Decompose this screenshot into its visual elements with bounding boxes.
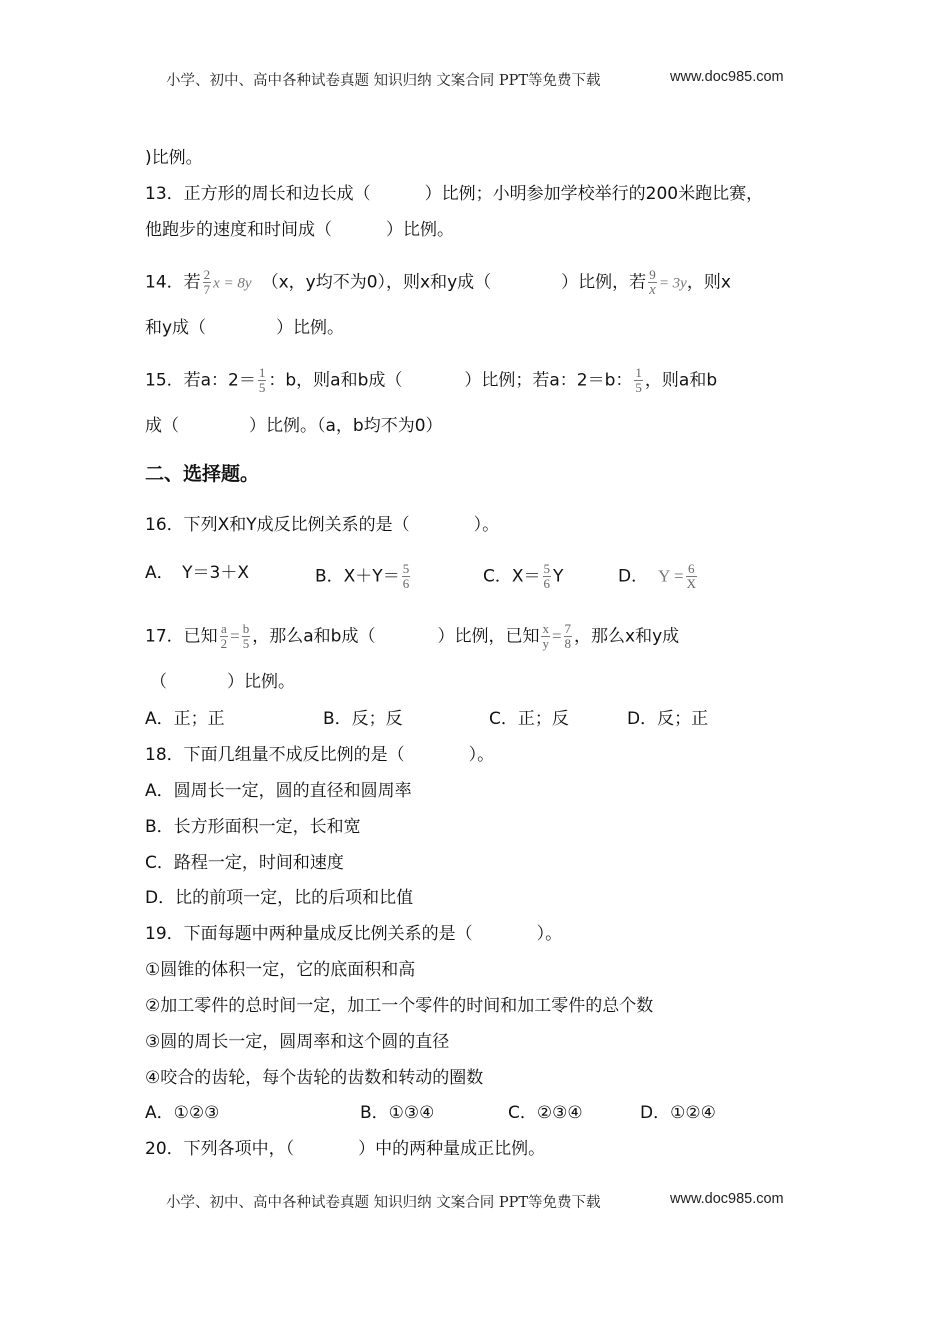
q16-option-b: B．X＋Y＝ $\frac{5}{6}$ [315, 561, 410, 591]
fraction: $\frac{1}{5}$ [635, 365, 642, 395]
q19-item-2: ②加工零件的总时间一定，加工一个零件的时间和加工零件的总个数 [145, 996, 654, 1016]
q18-option-c: C．路程一定，时间和速度 [145, 853, 344, 873]
footer-text: 小学、初中、高中各种试卷真题 知识归纳 文案合同 PPT等免费下载 [166, 1195, 601, 1211]
q16-stem: 16．下列X和Y成反比例关系的是（ ）。 [145, 515, 500, 535]
q16-option-a: A． Y＝3＋X [145, 563, 249, 583]
q19-item-4: ④咬合的齿轮，每个齿轮的齿数和转动的圈数 [145, 1068, 484, 1088]
q19-item-1: ①圆锥的体积一定，它的底面积和高 [145, 960, 416, 980]
q18-option-d: D．比的前项一定，比的后项和比值 [145, 888, 414, 908]
header-url[interactable]: www.doc985.com [670, 69, 784, 85]
q14-line1: 14．若 $\frac{2}{7}$ x = 8y （x，y均不为0），则x和y成（ ）比例，若 $\frac{9}{x}$ = 3y，则x [145, 267, 731, 298]
fraction: $\frac{2}{7}$ [203, 267, 211, 297]
q15-line2: 成（ ）比例。（a，b均不为0） [145, 416, 443, 436]
q17-option-d: D．反；正 [627, 709, 709, 729]
fraction: $\frac{1}{5}$ [258, 365, 266, 395]
q18-option-a: A．圆周长一定，圆的直径和圆周率 [145, 781, 412, 801]
section-heading: 二、选择题。 [145, 463, 260, 485]
q17-line2: （ ）比例。 [150, 672, 295, 692]
q16-option-c: C．X＝ $\frac{5}{6}$ Y [483, 561, 564, 591]
q19-option-a: A．①②③ [145, 1103, 220, 1123]
fraction: $\frac{9}{x}$ [649, 267, 656, 298]
q19-option-b: B．①③④ [360, 1103, 435, 1123]
q19-option-c: C．②③④ [508, 1103, 583, 1123]
q17-option-b: B．反；反 [323, 709, 403, 729]
q17-option-c: C．正；反 [489, 709, 569, 729]
q17-option-a: A．正；正 [145, 709, 225, 729]
q14-line2: 和y成（ ）比例。 [145, 318, 345, 338]
footer-url[interactable]: www.doc985.com [670, 1191, 784, 1207]
q19-option-d: D．①②④ [640, 1103, 716, 1123]
header-text: 小学、初中、高中各种试卷真题 知识归纳 文案合同 PPT等免费下载 [166, 73, 601, 89]
q13-line1: 13．正方形的周长和边长成（ ）比例；小明参加学校举行的200米跑比赛， [145, 184, 764, 204]
q12-tail: )比例。 [145, 148, 203, 168]
q17-line1: 17．已知 $\frac{a}{2}$ = $\frac{b}{5}$ ，那么a和b成（ ）比例，已知 $\frac{x}{y}$ = $\frac{7}{8}$ ，那么x和y成 [145, 621, 680, 651]
q18-option-b: B．长方形面积一定，长和宽 [145, 817, 361, 837]
q20-stem: 20．下列各项中，（ ）中的两种量成正比例。 [145, 1139, 546, 1159]
q15-line1: 15．若a：2＝ $\frac{1}{5}$ ：b，则a和b成（ ）比例；若a：2＝b： $\frac{1}{5}$ ，则a和b [145, 365, 718, 395]
q13-line2: 他跑步的速度和时间成（ ）比例。 [145, 220, 454, 240]
q16-option-d: D． Y = $\frac{6}{X}$ [618, 561, 696, 591]
q19-item-3: ③圆的周长一定，圆周率和这个圆的直径 [145, 1032, 450, 1052]
q18-stem: 18．下面几组量不成反比例的是（ ）。 [145, 745, 495, 765]
q19-stem: 19．下面每题中两种量成反比例关系的是（ ）。 [145, 924, 563, 944]
